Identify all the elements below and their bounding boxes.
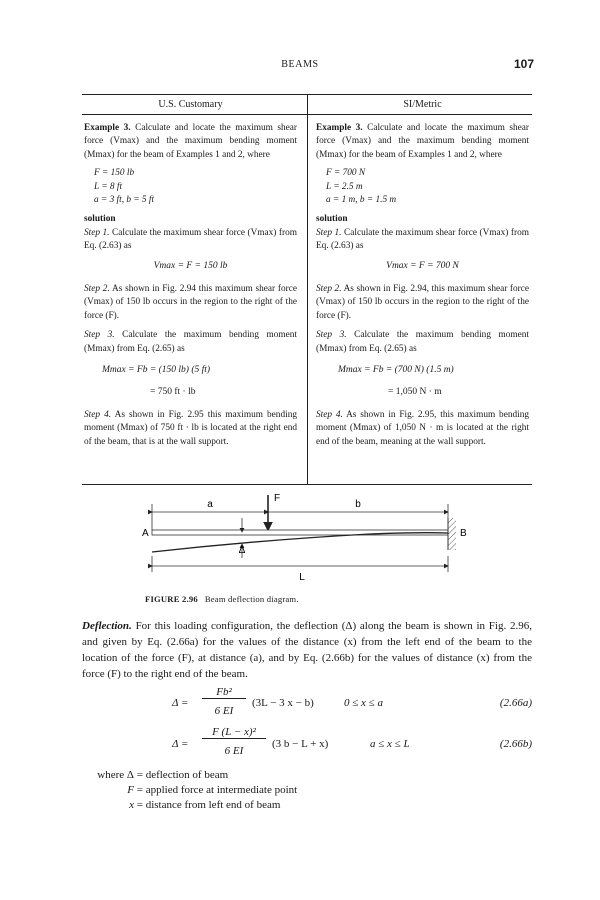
deflection-paragraph [82,618,532,682]
label-F: F [274,493,281,504]
si-step2: Step 2. As shown in Fig. 2.94, this maximum shear force (Vmax) of 150 lb occurs in the region to the right of the force (F). [316,284,529,321]
where-list [82,768,297,813]
running-header: BEAMS [281,59,319,70]
where-item: x = distance from left end of beam [129,799,281,811]
us-given-values [84,167,297,207]
si-eq-moment-result: = 1,050 N · m [388,386,442,397]
where-item: F = applied force at intermediate point [127,784,298,796]
si-step4: Step 4. As shown in Fig. 2.95, this maximum bending moment (Mmax) of 1,050 N · m is located at the right end of the beam, meaning at the wall support. [316,409,529,447]
us-step3: Step 3. Calculate the maximum bending moment (Mmax) from Eq. (2.65) as [84,330,297,354]
wall-support [448,518,456,550]
us-var: F = 150 lb [94,168,135,179]
si-example-label: Example 3. [316,123,363,133]
si-example [316,122,529,162]
si-var: a = 1 m, b = 1.5 m [326,195,397,206]
figure-caption-label: FIGURE 2.96 [145,594,198,604]
us-example-label: Example 3. [84,123,131,133]
equation-2-66b: Δ = F (L − x)² 6 EI (3 b − L + x) a ≤ x ≤ L (2.66b) [172,726,532,757]
us-eq-shear: Vmax = F = 150 lb [153,260,228,271]
label-a: a [207,499,213,510]
si-var: L = 2.5 m [326,181,363,192]
label-b: b [355,499,361,510]
si-eq-moment: Mmax = Fb = (700 N) (1.5 m) [338,365,454,376]
us-eq-moment-result: = 750 ft · lb [150,386,196,397]
us-example [84,122,297,162]
us-column [84,122,297,449]
label-delta: Δ [238,545,246,556]
us-step1: Step 1. Calculate the maximum shear force (Vmax) from Eq. (2.63) as [84,227,297,252]
column-divider [307,94,308,484]
si-step1: Step 1. Calculate the maximum shear force (Vmax) from Eq. (2.63) as [316,227,529,252]
us-eq-moment: Mmax = Fb = (150 lb) (5 ft) [102,365,211,376]
deflection-lead: Deflection. [82,620,132,632]
us-var: L = 8 ft [94,181,123,192]
si-step3: Step 3. Calculate the maximum bending moment (Mmax) from Eq. (2.65) as [316,330,529,354]
figure-caption-text: Beam deflection diagram. [204,594,299,604]
label-L: L [299,572,305,583]
deflection-text: For this loading configuration, the deflection (Δ) along the beam is shown in Fig. 2.96, and given by Eq. (2.66a) for the values of the distance (x) from the left end of the beam to the location of the force (F), at distance (a), and by Eq. (2.66b) for the values of distance (x) from the force (F) to the right end of the beam. [82,620,533,680]
deflection-curve [152,533,448,552]
us-example-text: Calculate and locate the maximum shear force (Vmax) and the maximum bending moment (Mmax) for the beam of Examples 1 and 2, where [84,123,298,160]
figure-caption [145,594,299,604]
si-example-text: Calculate and locate the maximum shear force (Vmax) and the maximum bending moment (Mmax) for the beam of Examples 1 and 2, where [316,123,530,160]
page-number: 107 [513,57,534,71]
si-solution-label: solution [316,214,348,225]
us-var: a = 3 ft, b = 5 ft [94,195,155,206]
table-bottom-rule [82,484,532,485]
si-column-heading: SI/Metric [403,99,442,110]
equation-tag: (2.66a) [499,697,532,709]
label-B: B [460,528,467,539]
us-column-heading: U.S. Customary [158,99,223,110]
label-A: A [142,528,149,539]
equation-tag: (2.66b) [499,738,532,750]
us-step2: Step 2. As shown in Fig. 2.94 this maximum shear force (Vmax) of 150 lb occurs in the region to the right of the force (F). [84,284,297,321]
si-var: F = 700 N [326,168,366,179]
equation-2-66a: Δ = Fb² 6 EI (3L − 3 x − b) 0 ≤ x ≤ a (2.66a) [172,686,532,717]
us-solution-label: solution [84,214,116,225]
beam-deflection-diagram [130,490,470,590]
si-eq-shear: Vmax = F = 700 N [386,260,459,271]
si-column [316,122,529,449]
where-item: where Δ = deflection of beam [97,769,229,781]
si-given-values [316,167,529,207]
us-step4: Step 4. As shown in Fig. 2.95 this maximum bending moment (Mmax) of 750 ft · lb is located at the right end of the beam, that is at the wall support. [84,409,297,447]
